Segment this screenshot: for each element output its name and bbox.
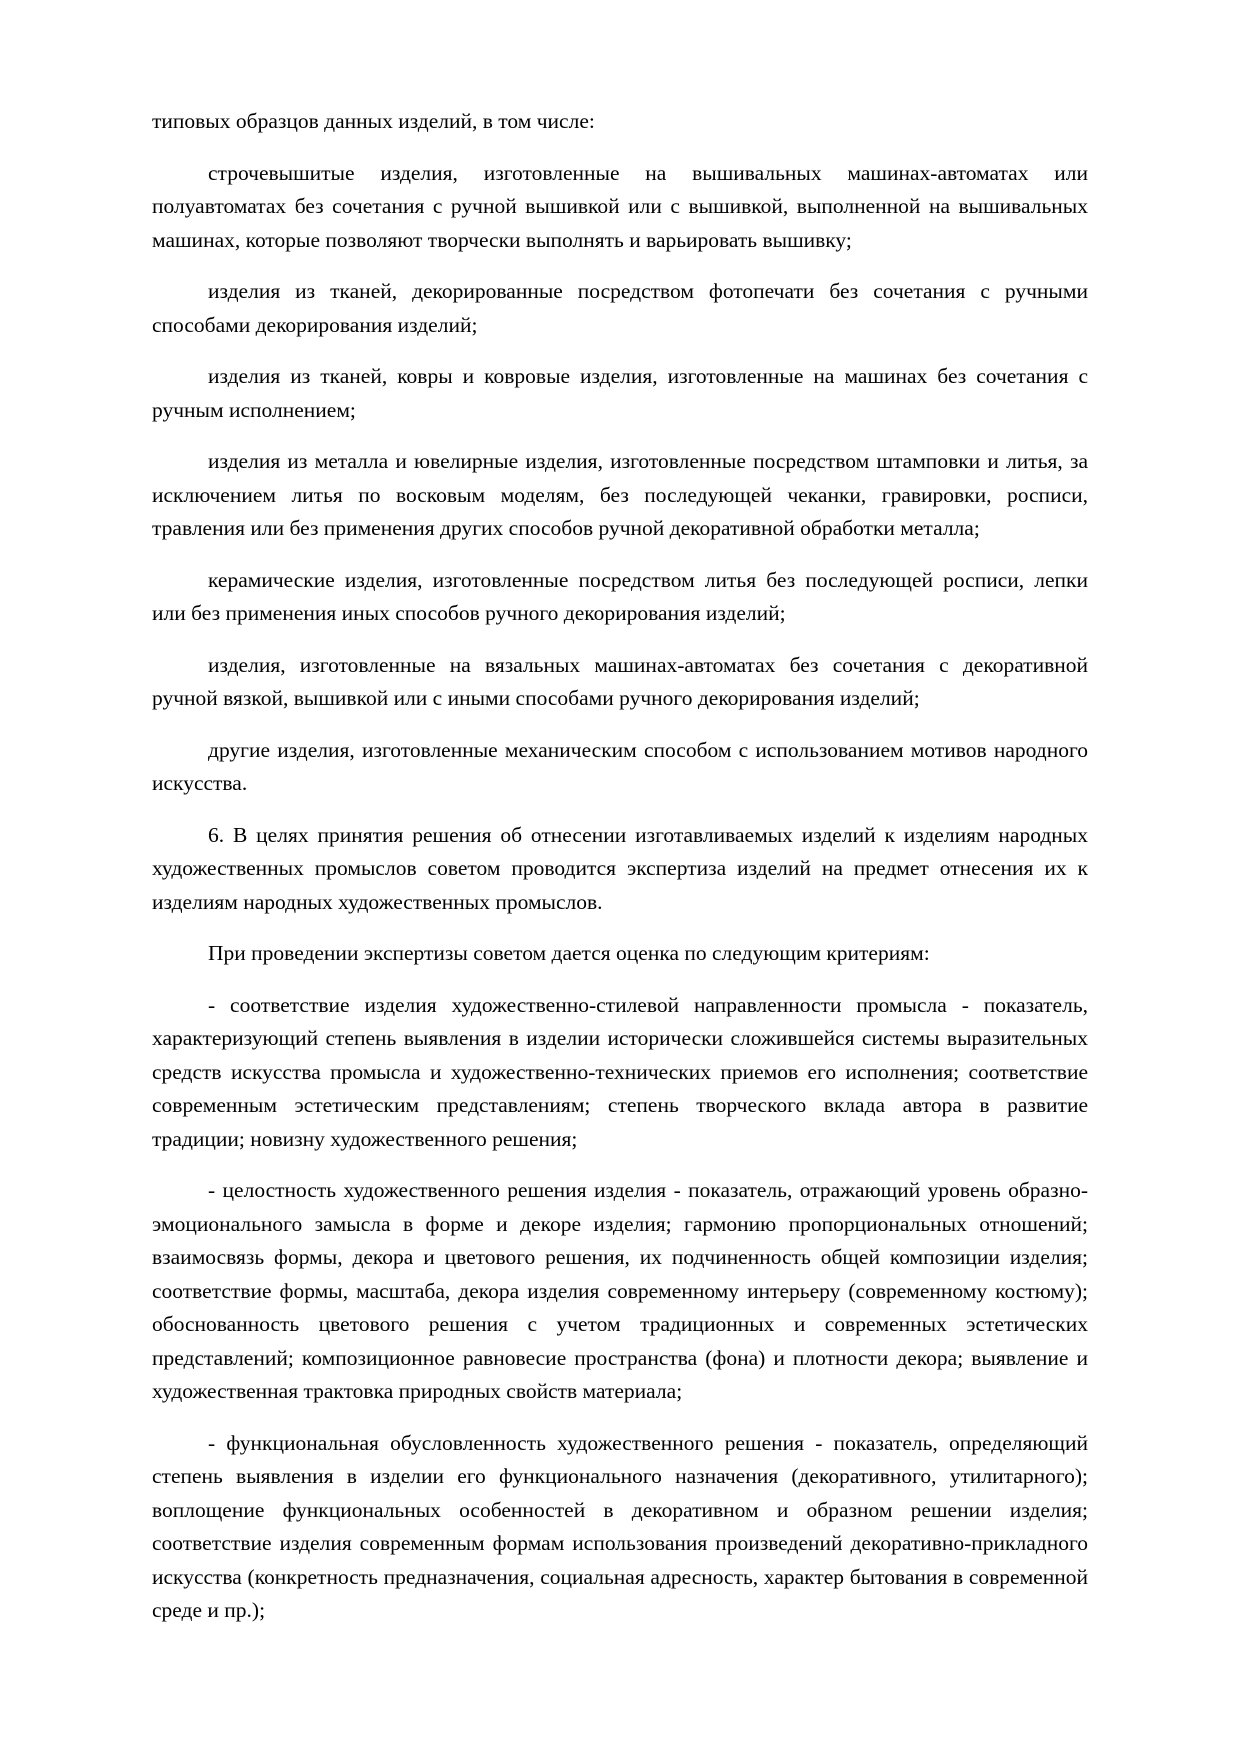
paragraph-other-products: другие изделия, изготовленные механическим способом с использованием мотивов народного искусства. <box>152 737 1088 795</box>
paragraph-criterion-integrity: - целостность художественного решения изделия - показатель, отражающий уровень образно-эмоционального замысла в форме и декоре изделия; гармонию пропорциональных отношений; взаимосвязь формы, декора и цветового решения, их подчиненность общей композиции изделия; соответствие формы, масштаба, декора изделия современному интерьеру (современному костюму); обоснованность цветового решения с учетом традиционных и современных эстетических представлений; композиционное равновесие пространства (фона) и плотности декора; выявление и художественная трактовка природных свойств материала; <box>152 1178 1088 1403</box>
paragraph-criterion-style: - соответствие изделия художественно-стилевой направленности промысла - показатель, характеризующий степень выявления в изделии исторически сложившейся системы выразительных средств искусства промысла и художественно-технических приемов его исполнения; соответствие современным эстетическим представлениям; степень творческого вклада автора в развитие традиции; новизну художественного решения; <box>152 992 1088 1151</box>
paragraph-metal-jewelry: изделия из металла и ювелирные изделия, изготовленные посредством штамповки и литья, за исключением литья по восковым моделям, без последующей чеканки, гравировки, росписи, травления или без применения других способов ручной декоративной обработки металла; <box>152 449 1088 540</box>
paragraph-continuation: типовых образцов данных изделий, в том числе: <box>152 109 595 133</box>
paragraph-criterion-functional: - функциональная обусловленность художественного решения - показатель, определяющий степень выявления в изделии его функционального назначения (декоративного, утилитарного); воплощение функциональных особенностей в декоративном и образном решении изделия; соответствие изделия современным формам использования произведений декоративно-прикладного искусства (конкретность предназначения, социальная адресность, характер бытования в современной среде и пр.); <box>152 1430 1088 1622</box>
paragraph-item-6: 6. В целях принятия решения об отнесении изготавливаемых изделий к изделиям народных художественных промыслов советом проводится экспертиза изделий на предмет отнесения их к изделиям народных художественных промыслов. <box>152 822 1088 914</box>
paragraph-fabric-photoprint: изделия из тканей, декорированные посредством фотопечати без сочетания с ручными способами декорирования изделий; <box>152 279 1088 337</box>
paragraph-criteria-intro: При проведении экспертизы советом дается оценка по следующим критериям: <box>208 941 930 965</box>
paragraph-knitted-products: изделия, изготовленные на вязальных машинах-автоматах без сочетания с декоративной ручной вязкой, вышивкой или с иными способами ручного декорирования изделий; <box>152 652 1088 710</box>
paragraph-fabric-carpets: изделия из тканей, ковры и ковровые изделия, изготовленные на машинах без сочетания с ручным исполнением; <box>152 364 1088 422</box>
paragraph-embroidered-products: строчевышитые изделия, изготовленные на вышивальных машинах-автоматах или полуавтоматах без сочетания с ручной вышивкой или с вышивкой, выполненной на вышивальных машинах, которые позволяют творчески выполнять и варьировать вышивку; <box>152 160 1088 252</box>
document-body <box>152 105 1088 1628</box>
paragraph-ceramic-products: керамические изделия, изготовленные посредством литья без последующей росписи, лепки или без применения иных способов ручного декорирования изделий; <box>152 567 1088 625</box>
